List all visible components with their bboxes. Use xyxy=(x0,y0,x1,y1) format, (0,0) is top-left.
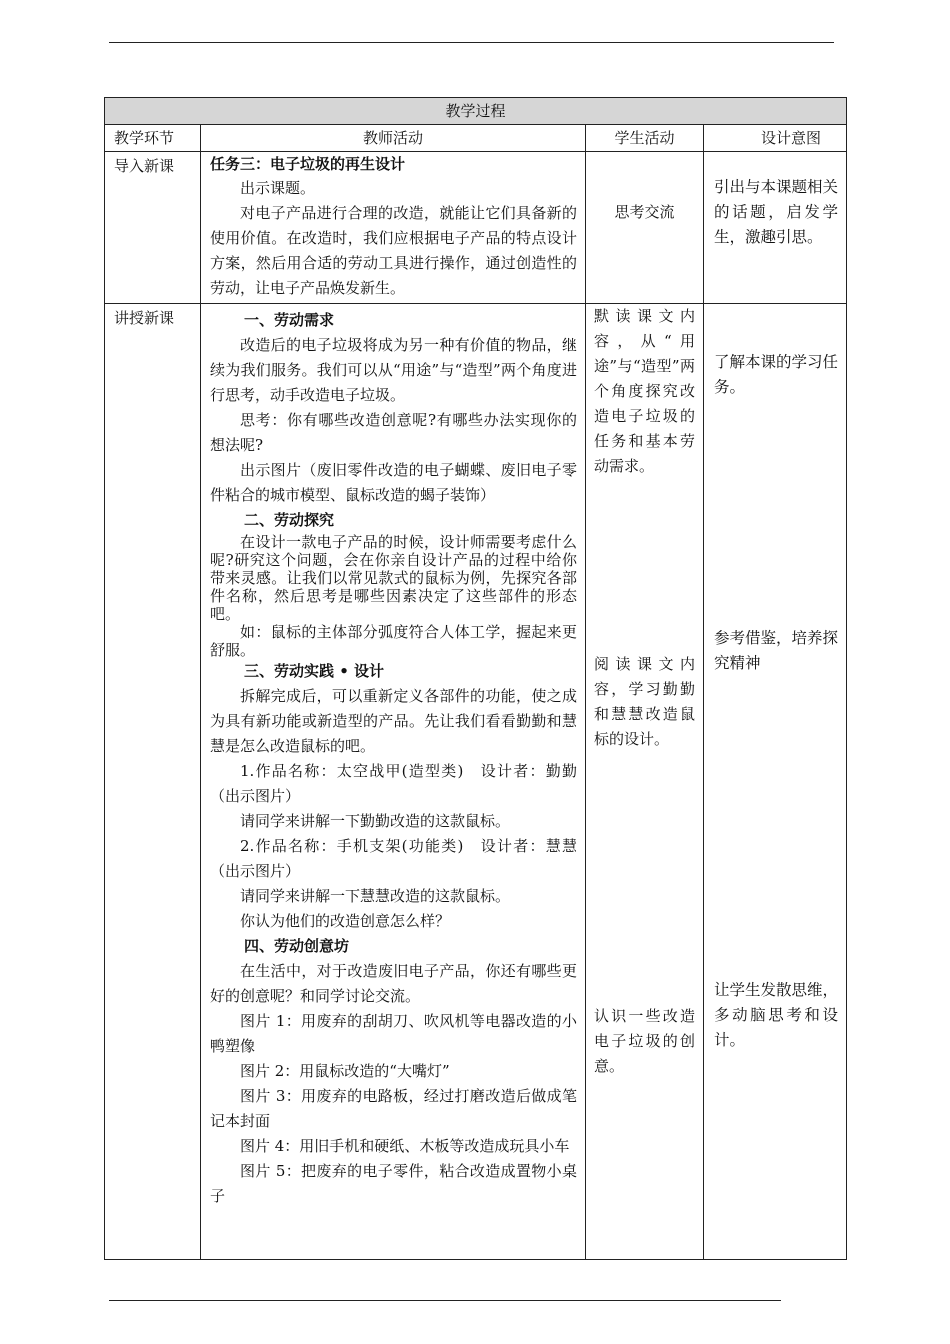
column-header-stage: 教学环节 xyxy=(105,125,201,152)
table-row-lecture xyxy=(105,304,847,1260)
column-header-student: 学生活动 xyxy=(586,125,704,152)
design-intent-text: 了解本课的学习任务。 xyxy=(714,353,839,396)
paragraph: 你认为他们的改造创意怎么样？ xyxy=(240,912,451,930)
paragraph: 在设计一款电子产品的时候，设计师需要考虑什么呢?研究这个问题，会在你亲自设计产品的过程中给你带来灵感。让我们以常见款式的鼠标为例，先探究各部件名称，然后思考是哪些因素决定了这些部件的形态吧。 xyxy=(210,533,577,623)
stage-cell: 导入新课 xyxy=(105,152,201,304)
section-title: 二、劳动探究 xyxy=(244,511,335,529)
paragraph: 请同学来讲解一下勤勤改造的这款鼠标。 xyxy=(240,812,511,830)
teacher-activity-cell xyxy=(201,152,586,304)
column-header-teacher: 教师活动 xyxy=(201,125,586,152)
paragraph: 如：鼠标的主体部分弧度符合人体工学，握起来更舒服。 xyxy=(210,623,577,659)
paragraph: 图片 1：用废弃的刮胡刀、吹风机等电器改造的小鸭塑像 xyxy=(210,1012,577,1055)
teaching-process-table xyxy=(104,97,847,1260)
column-header-row xyxy=(105,125,847,152)
paragraph: 图片 4：用旧手机和硬纸、木板等改造成玩具小车 xyxy=(240,1137,570,1155)
section-title: 四、劳动创意坊 xyxy=(244,937,350,955)
header-rule xyxy=(109,42,834,43)
student-activity-cell xyxy=(586,152,704,304)
table-title-row xyxy=(105,98,847,125)
design-intent-text: 引出与本课题相关的话题，启发学生，激趣引思。 xyxy=(714,178,839,246)
paragraph: 1.作品名称：太空战甲(造型类) 设计者：勤勤（出示图片） xyxy=(210,762,577,805)
section-title: 三、劳动实践 • 设计 xyxy=(244,662,385,680)
student-activity-cell xyxy=(586,304,704,1260)
design-intent-text: 参考借鉴，培养探究精神 xyxy=(714,629,839,672)
student-activity-text: 默读课文内容，从“用途”与“造型”两个角度探究改造电子垃圾的任务和基本劳动需求。 xyxy=(594,307,695,475)
paragraph: 在生活中，对于改造废旧电子产品，你还有哪些更好的创意呢？和同学讨论交流。 xyxy=(210,962,577,1005)
paragraph: 对电子产品进行合理的改造，就能让它们具备新的使用价值。在改造时，我们应根据电子产品的特点设计方案，然后用合适的劳动工具进行操作，通过创造性的劳动，让电子产品焕发新生。 xyxy=(210,204,577,297)
column-header-intent: 设计意图 xyxy=(704,125,847,152)
paragraph: 出示课题。 xyxy=(240,179,316,197)
paragraph: 出示图片（废旧零件改造的电子蝴蝶、废旧电子零件粘合的城市模型、鼠标改造的蝎子装饰） xyxy=(210,461,577,504)
paragraph: 2.作品名称：手机支架(功能类) 设计者：慧慧（出示图片） xyxy=(210,837,577,880)
table-title: 教学过程 xyxy=(105,98,847,125)
paragraph: 请同学来讲解一下慧慧改造的这款鼠标。 xyxy=(240,887,511,905)
student-activity-text: 思考交流 xyxy=(614,203,675,221)
task-title: 任务三：电子垃圾的再生设计 xyxy=(210,155,406,173)
student-activity-text: 认识一些改造电子垃圾的创意。 xyxy=(594,1007,695,1075)
paragraph: 图片 3：用废弃的电路板，经过打磨改造后做成笔记本封面 xyxy=(210,1087,577,1130)
section-title: 一、劳动需求 xyxy=(244,311,335,329)
teacher-activity-cell xyxy=(201,304,586,1260)
table-row-intro xyxy=(105,152,847,304)
student-activity-text: 阅读课文内容，学习勤勤和慧慧改造鼠标的设计。 xyxy=(594,655,695,748)
design-intent-cell xyxy=(704,152,847,304)
stage-cell: 讲授新课 xyxy=(105,304,201,1260)
paragraph: 改造后的电子垃圾将成为另一种有价值的物品，继续为我们服务。我们可以从“用途”与“造型”两个角度进行思考，动手改造电子垃圾。 xyxy=(210,336,577,404)
paragraph: 思考：你有哪些改造创意呢?有哪些办法实现你的想法呢? xyxy=(210,411,577,454)
paragraph: 拆解完成后，可以重新定义各部件的功能，使之成为具有新功能或新造型的产品。先让我们看看勤勤和慧慧是怎么改造鼠标的吧。 xyxy=(210,687,577,755)
paragraph: 图片 5：把废弃的电子零件，粘合改造成置物小桌子 xyxy=(210,1162,577,1205)
paragraph: 图片 2：用鼠标改造的“大嘴灯” xyxy=(240,1062,450,1080)
design-intent-text: 让学生发散思维，多动脑思考和设计。 xyxy=(714,981,839,1049)
design-intent-cell xyxy=(704,304,847,1260)
footer-rule xyxy=(109,1300,781,1301)
